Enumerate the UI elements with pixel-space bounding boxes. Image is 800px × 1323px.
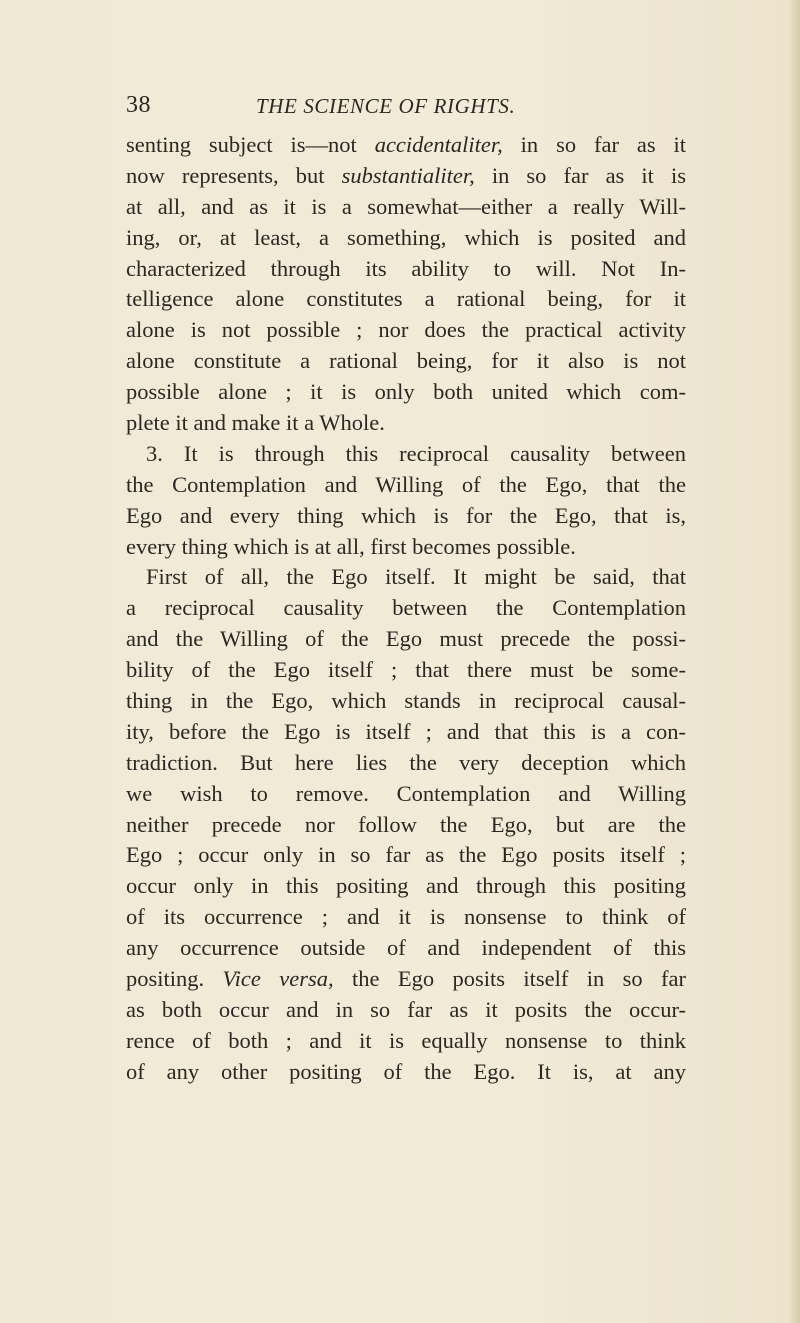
running-title: THE SCIENCE OF RIGHTS. <box>256 94 516 118</box>
text-line: bility of the Ego itself ; that there must be some- <box>126 657 686 683</box>
text-line: and the Willing of the Ego must precede the possi- <box>126 626 686 652</box>
text-line: positing. Vice versa, the Ego posits itself in so far <box>126 966 686 992</box>
text-line: every thing which is at all, first becomes possible. <box>126 533 576 559</box>
text-line-paragraph-start: First of all, the Ego itself. It might be said, that <box>146 564 686 590</box>
text-line: ing, or, at least, a something, which is posited and <box>126 224 686 250</box>
text-line: Ego and every thing which is for the Ego, that is, <box>126 502 686 528</box>
text-line: at all, and as it is a somewhat—either a really Will- <box>126 193 686 219</box>
text-line: telligence alone constitutes a rational being, for it <box>126 286 686 312</box>
text-line: of its occurrence ; and it is nonsense to think of <box>126 904 686 930</box>
page-number: 38 <box>126 92 151 118</box>
text-line: possible alone ; it is only both united which com- <box>126 379 686 405</box>
text-line: a reciprocal causality between the Contemplation <box>126 595 686 621</box>
text-line: rence of both ; and it is equally nonsense to think <box>126 1027 686 1053</box>
text-line: thing in the Ego, which stands in reciprocal causal- <box>126 688 686 714</box>
text-line: tradiction. But here lies the very deception which <box>126 749 686 775</box>
text-line: any occurrence outside of and independent of this <box>126 935 686 961</box>
text-line: the Contemplation and Willing of the Ego, that the <box>126 471 686 497</box>
text-line: neither precede nor follow the Ego, but are the <box>126 811 686 837</box>
text-line: ity, before the Ego is itself ; and that this is a con- <box>126 718 686 744</box>
text-line: occur only in this positing and through this positing <box>126 873 686 899</box>
page-edge-shadow <box>788 0 800 1323</box>
text-line: Ego ; occur only in so far as the Ego posits itself ; <box>126 842 686 868</box>
text-line: as both occur and in so far as it posits the occur- <box>126 996 686 1022</box>
text-line: we wish to remove. Contemplation and Willing <box>126 780 686 806</box>
text-line-paragraph-start: 3. It is through this reciprocal causality between <box>146 440 686 466</box>
running-head <box>126 92 682 122</box>
text-line: now represents, but substantialiter, in so far as it is <box>126 162 686 188</box>
text-line: characterized through its ability to will. Not In- <box>126 255 686 281</box>
text-line: plete it and make it a Whole. <box>126 410 385 436</box>
text-line: senting subject is—not accidentaliter, in so far as it <box>126 132 686 157</box>
text-line: alone is not possible ; nor does the practical activity <box>126 317 686 343</box>
text-line: alone constitute a rational being, for it also is not <box>126 348 686 374</box>
body-text <box>126 130 686 1088</box>
text-line: of any other positing of the Ego. It is, at any <box>126 1058 686 1084</box>
